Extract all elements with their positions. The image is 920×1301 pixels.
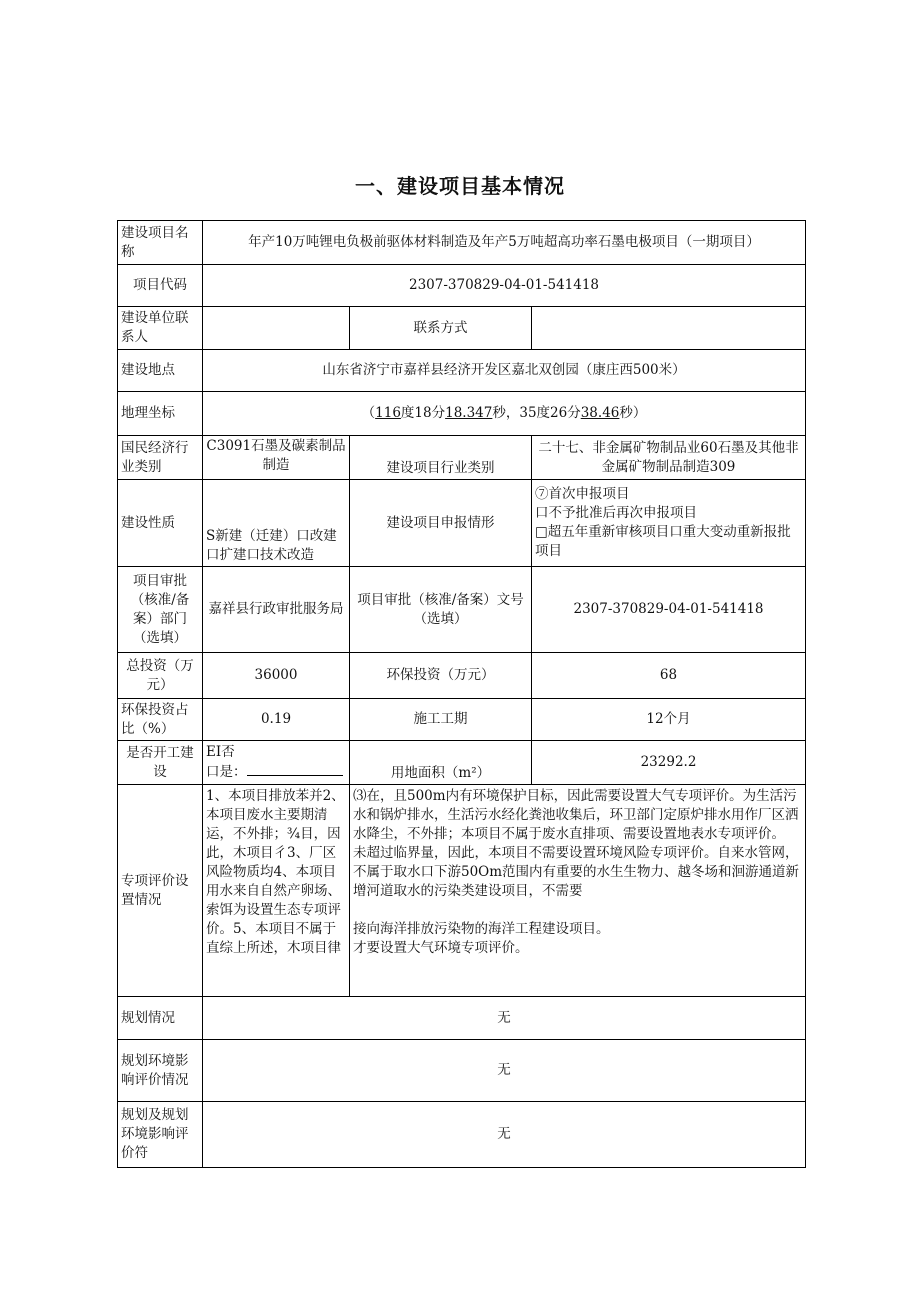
row-contact <box>118 307 806 350</box>
coord-open: （ <box>361 405 376 421</box>
plan-eia-value: 无 <box>203 1040 806 1102</box>
row-ratio <box>118 699 806 741</box>
coord-lat-mid: 秒，35度26分 <box>492 405 581 421</box>
report-option: □超五年重新审核项目口重大变动重新报批项目 <box>535 524 791 559</box>
area-value: 23292.2 <box>532 741 806 785</box>
row-project-code <box>118 265 806 307</box>
row-plan-eia <box>118 1040 806 1102</box>
area-label: 用地面积（m²） <box>350 741 532 785</box>
location-value: 山东省济宁市嘉祥县经济开发区嘉北双创园（康庄西500米） <box>203 350 806 392</box>
sector-label: 建设项目行业类别 <box>350 436 532 480</box>
plan-eia-label: 规划环境影响评价情况 <box>118 1040 203 1102</box>
contact-value <box>203 307 350 350</box>
period-value: 12个月 <box>532 699 806 741</box>
project-name-label: 建设项目名称 <box>118 221 203 265</box>
started-option-yes: 口是： <box>206 762 346 782</box>
row-investment <box>118 653 806 699</box>
row-project-name <box>118 221 806 265</box>
plan-label: 规划情况 <box>118 997 203 1040</box>
special-label: 专项评价设置情况 <box>118 785 203 997</box>
row-location <box>118 350 806 392</box>
row-industry <box>118 436 806 480</box>
project-name-value: 年产10万吨锂电负极前驱体材料制造及年产5万吨超高功率石墨电极项目（一期项目） <box>203 221 806 265</box>
project-info-table <box>117 220 806 1168</box>
period-label: 施工工期 <box>350 699 532 741</box>
sector-value: 二十七、非金属矿物制品业60石墨及其他非金属矿物制品制造309 <box>532 436 806 480</box>
coord-lon-sec: 18.347 <box>445 405 493 421</box>
plan-value: 无 <box>203 997 806 1040</box>
coordinates-value <box>203 392 806 436</box>
special-paragraph: 接向海洋排放污染物的海洋工程建设项目。 <box>353 921 610 937</box>
plan-conform-label: 规划及规划环境影响评价符 <box>118 1102 203 1168</box>
row-plan <box>118 997 806 1040</box>
special-paragraph: 未超过临界量，因此，本项目不需要设置环境风险专项评价。自来水管网，不属于取水口下游50Om范围内有重要的水生生物力、越冬场和洄游通道新增河道取水的污染类建设项目，不需要 <box>353 845 800 899</box>
project-code-label: 项目代码 <box>118 265 203 307</box>
row-started <box>118 741 806 785</box>
investment-value: 36000 <box>203 653 350 699</box>
ratio-label: 环保投资占比（%） <box>118 699 203 741</box>
report-option: ⑦首次申报项目 <box>535 486 630 502</box>
nature-label: 建设性质 <box>118 480 203 567</box>
special-left: 1、本项目排放苯并2、本项目废水主要期清运，不外排；¾目，因此，木项目彳3、厂区风险物质均4、本项目用水来自自然产卵场、索饵为设置生态专项评价。5、本项目不属于直综上所述，木项目律 <box>203 785 350 997</box>
approval-label: 项目审批（核准/备案）部门（选填） <box>118 567 203 653</box>
report-options <box>532 480 806 567</box>
coordinates-label: 地理坐标 <box>118 392 203 436</box>
started-option-no: EI否 <box>206 744 235 760</box>
started-value <box>203 741 350 785</box>
special-paragraph <box>353 901 802 920</box>
started-label: 是否开工建设 <box>118 741 203 785</box>
coord-lat-sec: 38.46 <box>580 405 620 421</box>
nature-value: S新建（迁建）口改建口扩建口技术改造 <box>203 480 350 567</box>
env-investment-label: 环保投资（万元） <box>350 653 532 699</box>
coord-lon-deg: 116 <box>375 405 401 421</box>
special-paragraph: ⑶在，且500m内有环境保护目标，因此需要设置大气专项评价。为生活污水和锅炉排水，生活污水经化粪池收集后，环卫部门定原炉排水用作厂区洒水降尘，不外排；本项目不属于废水直排项、需要设置地表水专项评价。 <box>353 788 799 842</box>
coord-lon-mid: 度18分 <box>400 405 446 421</box>
page-title: 一、建设项目基本情况 <box>355 174 565 198</box>
coord-close: 秒） <box>619 405 647 421</box>
row-special <box>118 785 806 997</box>
special-paragraph: 才要设置大气环境专项评价。 <box>353 940 529 956</box>
approval-doc-label: 项目审批（核准/备案）文号（选填） <box>350 567 532 653</box>
location-label: 建设地点 <box>118 350 203 392</box>
row-coordinates <box>118 392 806 436</box>
contact-method-label: 联系方式 <box>350 307 532 350</box>
ratio-value: 0.19 <box>203 699 350 741</box>
row-approval <box>118 567 806 653</box>
row-nature <box>118 480 806 567</box>
env-investment-value: 68 <box>532 653 806 699</box>
plan-conform-value: 无 <box>203 1102 806 1168</box>
industry-label: 国民经济行业类别 <box>118 436 203 480</box>
special-right <box>350 785 806 997</box>
investment-label: 总投资（万元） <box>118 653 203 699</box>
approval-doc-value: 2307-370829-04-01-541418 <box>532 567 806 653</box>
contact-method-value <box>532 307 806 350</box>
approval-value: 嘉祥县行政审批服务局 <box>203 567 350 653</box>
project-code-value: 2307-370829-04-01-541418 <box>203 265 806 307</box>
report-label: 建设项目申报情形 <box>350 480 532 567</box>
contact-label: 建设单位联系人 <box>118 307 203 350</box>
row-plan-conform <box>118 1102 806 1168</box>
report-option: 口不予批准后再次申报项目 <box>535 505 697 521</box>
industry-value: C3091石墨及碳素制品制造 <box>203 436 350 480</box>
started-blank <box>247 762 343 776</box>
